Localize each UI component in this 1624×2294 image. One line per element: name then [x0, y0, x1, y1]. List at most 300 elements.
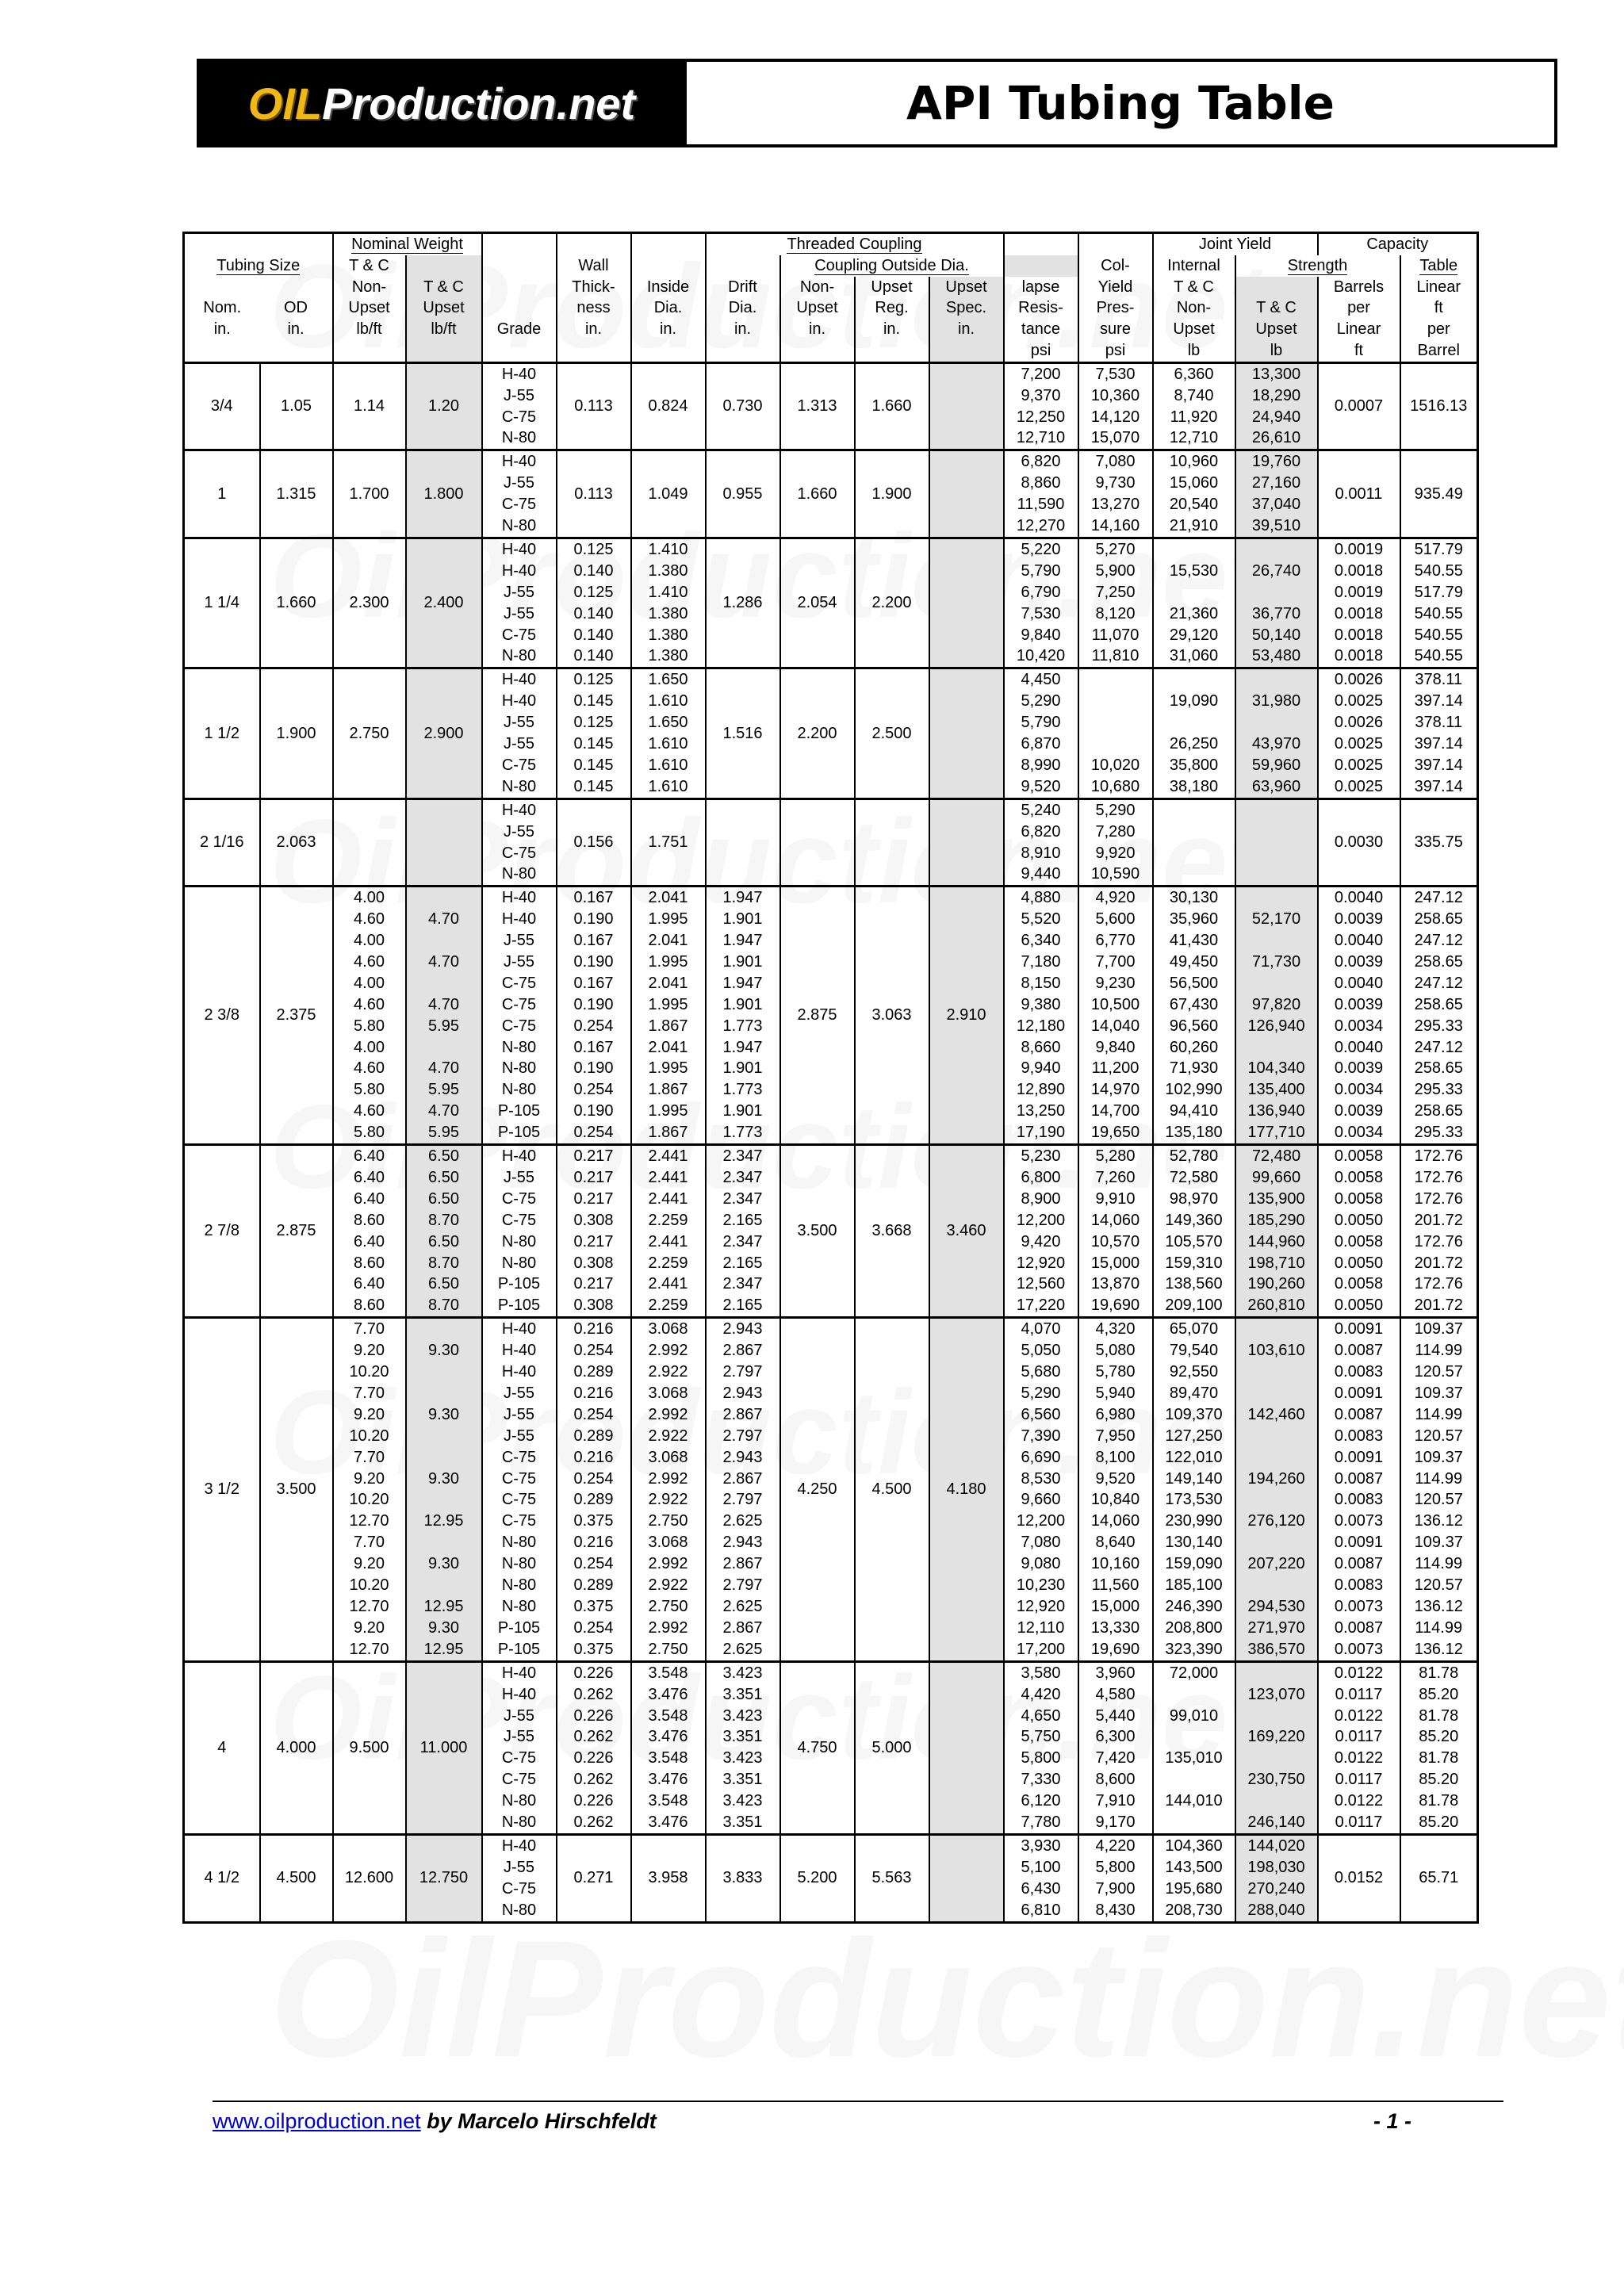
- cell-value: [1236, 1037, 1317, 1059]
- cell-value: 3.548: [648, 1706, 688, 1725]
- header-text: Upset: [348, 299, 390, 317]
- cell-inside-diameter: [631, 887, 706, 1145]
- cell-value: 9,660: [1021, 1491, 1061, 1509]
- cell-value: 258.65: [1414, 995, 1463, 1013]
- cell-value: 12.95: [423, 1640, 464, 1658]
- header-text: Grade: [496, 320, 542, 339]
- cell-value: N-80: [501, 647, 537, 665]
- cell-value: 2.750: [349, 724, 389, 742]
- cell-coupling-upset-spec: [929, 887, 1004, 1145]
- cell-internal-yield: [1078, 887, 1153, 1145]
- cell-value: 0.145: [573, 777, 614, 795]
- cell-value: 0.262: [573, 1813, 614, 1831]
- cell-value: 6,820: [1021, 822, 1061, 841]
- cell-value: 0.730: [722, 397, 763, 416]
- cell-weight-nonupset: [333, 668, 406, 798]
- cell-value: 2.347: [722, 1189, 763, 1208]
- cell-value: 6.50: [428, 1147, 459, 1166]
- cell-value: 1.995: [648, 995, 688, 1013]
- header-text: per: [1347, 299, 1370, 317]
- cell-value: 247.12: [1414, 974, 1463, 992]
- cell-value: 6.40: [354, 1232, 385, 1250]
- cell-value: 10.20: [349, 1491, 389, 1509]
- cell-value: 7,780: [1021, 1813, 1061, 1831]
- cell-value: 172.76: [1414, 1189, 1463, 1208]
- cell-value: 1.380: [648, 626, 688, 644]
- cell-value: 102,990: [1165, 1081, 1223, 1099]
- cell-value: 2.750: [648, 1640, 688, 1658]
- cell-value: 4,220: [1095, 1836, 1136, 1855]
- cell-value: 1.380: [648, 561, 688, 580]
- cell-value: 5.80: [354, 1081, 385, 1099]
- cell-value: 12,710: [1016, 429, 1066, 447]
- cell-drift-diameter: [706, 798, 780, 887]
- cell-value: 0.0091: [1334, 1320, 1384, 1338]
- cell-value: 2.041: [648, 974, 688, 992]
- cell-value: 0.0040: [1334, 932, 1384, 950]
- cell-value: 65.71: [1419, 1869, 1459, 1887]
- cell-value: 8,530: [1021, 1469, 1061, 1488]
- cell-value: [1236, 1489, 1317, 1511]
- cell-value: 271,970: [1247, 1618, 1305, 1637]
- header-text: ness: [576, 299, 611, 317]
- cell-value: 0.0058: [1334, 1232, 1384, 1250]
- header-text: Upset: [1173, 320, 1215, 339]
- cell-value: 5,520: [1021, 910, 1061, 929]
- cell-value: [930, 723, 1003, 745]
- cell-value: 2.910: [946, 1006, 986, 1024]
- cell-value: 17,220: [1016, 1296, 1066, 1315]
- cell-value: 149,360: [1165, 1211, 1223, 1229]
- cell-value: 2.992: [648, 1405, 688, 1423]
- cell-value: 31,060: [1169, 647, 1219, 665]
- header-text: Upset: [796, 299, 838, 317]
- cell-value: C-75: [501, 844, 537, 862]
- cell-value: 12,180: [1016, 1017, 1066, 1035]
- cell-value: 138,560: [1165, 1275, 1223, 1293]
- cell-value: 4.750: [797, 1738, 837, 1756]
- cell-value: 26,250: [1169, 735, 1219, 753]
- cell-drift-diameter: [706, 538, 780, 668]
- cell-value: 209,100: [1165, 1296, 1223, 1315]
- header-text: psi: [1105, 341, 1126, 359]
- cell-value: 5,600: [1095, 910, 1136, 929]
- cell-value: 0.262: [573, 1685, 614, 1703]
- cell-joint-yield-nonupset: [1153, 1834, 1235, 1922]
- cell-value: 12.70: [349, 1512, 389, 1530]
- cell-value: 0.0026: [1334, 671, 1384, 689]
- cell-value: 6,560: [1021, 1405, 1061, 1423]
- cell-outside-diameter: [260, 450, 333, 538]
- cell-outside-diameter: [260, 538, 333, 668]
- cell-value: 4.00: [354, 932, 385, 950]
- cell-value: 144,020: [1247, 1836, 1305, 1855]
- cell-value: 0.0007: [1334, 397, 1384, 416]
- cell-value: 9,080: [1021, 1555, 1061, 1573]
- cell-value: 104,340: [1247, 1059, 1305, 1078]
- header-text: in.: [808, 320, 826, 339]
- cell-value: 96,560: [1169, 1017, 1219, 1035]
- cell-value: [1236, 1748, 1317, 1769]
- cell-value: 0.0087: [1334, 1405, 1384, 1423]
- cell-value: 195,680: [1165, 1879, 1223, 1898]
- cell-value: 0.0018: [1334, 561, 1384, 580]
- cell-value: 1 1/2: [204, 724, 239, 742]
- cell-value: 1.773: [722, 1017, 763, 1035]
- cell-value: 12.95: [423, 1597, 464, 1615]
- cell-value: 7,700: [1095, 953, 1136, 971]
- cell-value: 72,580: [1169, 1169, 1219, 1187]
- cell-value: 0.140: [573, 561, 614, 580]
- cell-value: 1.313: [797, 397, 837, 416]
- cell-value: 5,230: [1021, 1147, 1061, 1166]
- cell-value: 4.70: [428, 910, 459, 929]
- cell-coupling-upset-reg: [855, 798, 929, 887]
- cell-value: 41,430: [1169, 932, 1219, 950]
- cell-value: [930, 832, 1003, 853]
- cell-value: 1.516: [722, 724, 763, 742]
- header-text: lapse: [1021, 278, 1060, 296]
- cell-value: 2.347: [722, 1147, 763, 1166]
- cell-grade: [482, 798, 557, 887]
- cell-value: 6.50: [428, 1275, 459, 1293]
- cell-value: 0.0025: [1334, 692, 1384, 710]
- cell-value: 120.57: [1414, 1576, 1463, 1595]
- cell-wall-thickness: [557, 450, 631, 538]
- cell-internal-yield: [1078, 1145, 1153, 1318]
- cell-value: 13,870: [1090, 1275, 1140, 1293]
- cell-nominal-size: [184, 1145, 260, 1318]
- author: by Marcelo Hirschfeldt: [420, 2109, 657, 2133]
- cell-value: 0.216: [573, 1534, 614, 1552]
- cell-value: 8,120: [1095, 604, 1136, 622]
- cell-value: 517.79: [1414, 540, 1463, 558]
- cell-value: 0.0039: [1334, 995, 1384, 1013]
- cell-drift-diameter: [706, 1661, 780, 1834]
- header-text: Col-: [1101, 256, 1130, 274]
- cell-value: 89,470: [1169, 1384, 1219, 1402]
- cell-value: N-80: [501, 1792, 537, 1810]
- cell-value: H-40: [501, 1664, 537, 1682]
- cell-value: 0.0117: [1335, 1771, 1383, 1789]
- cell-value: 0.190: [573, 910, 614, 929]
- cell-value: C-75: [501, 1512, 537, 1530]
- header-text: Dia.: [728, 299, 757, 317]
- cell-value: 172.76: [1414, 1169, 1463, 1187]
- cell-outside-diameter: [260, 1661, 333, 1834]
- cell-value: 4.180: [946, 1480, 986, 1499]
- cell-value: 0.289: [573, 1576, 614, 1595]
- cell-value: 6.50: [428, 1189, 459, 1208]
- cell-value: [1236, 1361, 1317, 1383]
- header-text: in.: [733, 320, 752, 339]
- cell-coupling-upset-spec: [929, 1834, 1004, 1922]
- cell-value: 143,500: [1165, 1858, 1223, 1876]
- cell-value: [1236, 887, 1317, 909]
- cell-value: 295.33: [1414, 1017, 1463, 1035]
- logo-oil: OIL: [247, 78, 323, 128]
- cell-wall-thickness: [557, 1661, 631, 1834]
- cell-value: 24,940: [1251, 408, 1301, 426]
- cell-value: J-55: [504, 953, 534, 971]
- cell-joint-yield-upset: [1235, 798, 1318, 887]
- cell-value: [407, 1319, 481, 1340]
- cell-value: N-80: [501, 777, 537, 795]
- cell-value: 6,300: [1095, 1728, 1136, 1746]
- cell-value: 3.548: [648, 1792, 688, 1810]
- watermark: [270, 1903, 1624, 2095]
- cell-value: 2.063: [276, 833, 316, 852]
- cell-value: 14,060: [1090, 1211, 1140, 1229]
- cell-value: 2.625: [722, 1640, 763, 1658]
- cell-wall-thickness: [557, 887, 631, 1145]
- cell-value: 0.217: [573, 1275, 614, 1293]
- cell-coupling-upset-reg: [855, 538, 929, 668]
- cell-joint-yield-upset: [1235, 450, 1318, 538]
- cell-internal-yield: [1078, 798, 1153, 887]
- cell-internal-yield: [1078, 538, 1153, 668]
- cell-weight-nonupset: [333, 450, 406, 538]
- cell-value: 10,960: [1169, 453, 1219, 471]
- header-text: lb/ft: [431, 320, 457, 339]
- cell-value: [407, 1426, 481, 1447]
- cell-value: 1: [217, 484, 227, 503]
- cell-value: 8.70: [428, 1254, 459, 1272]
- table-body: [184, 362, 1478, 1922]
- header-text: in.: [659, 320, 677, 339]
- cell-value: 4.500: [276, 1869, 316, 1887]
- cell-coupling-upset-spec: [929, 538, 1004, 668]
- cell-value: 9,380: [1021, 995, 1061, 1013]
- cell-value: 0.113: [574, 484, 613, 503]
- cell-internal-yield: [1078, 1318, 1153, 1661]
- cell-value: 4.60: [354, 995, 385, 1013]
- cell-value: C-75: [501, 1469, 537, 1488]
- cell-value: N-80: [501, 1254, 537, 1272]
- cell-value: 7,280: [1095, 822, 1136, 841]
- cell-value: 10,360: [1090, 386, 1140, 404]
- cell-value: 9.500: [349, 1738, 389, 1756]
- header-text: Yield: [1097, 278, 1133, 296]
- cell-value: 258.65: [1414, 1102, 1463, 1120]
- cell-value: 2.797: [722, 1363, 763, 1381]
- cell-value: 0.145: [573, 692, 614, 710]
- cell-outside-diameter: [260, 668, 333, 798]
- cell-weight-upset: [406, 538, 482, 668]
- cell-inside-diameter: [631, 1318, 706, 1661]
- cell-joint-yield-nonupset: [1153, 1145, 1235, 1318]
- cell-value: 149,140: [1165, 1469, 1223, 1488]
- cell-coupling-upset-spec: [929, 1145, 1004, 1318]
- cell-grade: [482, 887, 557, 1145]
- cell-grade: [482, 450, 557, 538]
- cell-value: 9,520: [1095, 1469, 1136, 1488]
- cell-value: [1236, 539, 1317, 561]
- cell-value: 3/4: [210, 397, 233, 416]
- cell-value: 67,430: [1169, 995, 1219, 1013]
- cell-drift-diameter: [706, 887, 780, 1145]
- cell-joint-yield-nonupset: [1153, 538, 1235, 668]
- cell-value: 0.0025: [1334, 735, 1384, 753]
- cell-value: 2.441: [648, 1189, 688, 1208]
- header-text: ft: [1434, 299, 1443, 317]
- cell-value: 3,580: [1021, 1664, 1061, 1682]
- header-text: Internal: [1167, 256, 1220, 274]
- cell-value: [1154, 843, 1235, 864]
- cell-value: 11,590: [1017, 496, 1065, 514]
- cell-value: 0.0117: [1335, 1728, 1383, 1746]
- cell-value: 0.0083: [1334, 1427, 1384, 1445]
- cell-value: 135,010: [1165, 1749, 1223, 1767]
- cell-value: C-75: [501, 1491, 537, 1509]
- cell-value: 10.20: [349, 1576, 389, 1595]
- cell-value: 1.20: [428, 397, 459, 416]
- cell-value: 0.0039: [1334, 1102, 1384, 1120]
- cell-value: H-40: [501, 889, 537, 907]
- cell-value: [1236, 821, 1317, 843]
- cell-value: 122,010: [1165, 1448, 1223, 1466]
- cell-value: 12,920: [1016, 1597, 1066, 1615]
- cell-value: 6.50: [428, 1169, 459, 1187]
- cell-value: 5,900: [1095, 561, 1136, 580]
- cell-value: 9.20: [354, 1555, 385, 1573]
- cell-value: N-80: [501, 1081, 537, 1099]
- cell-value: 1.049: [648, 484, 688, 503]
- cell-value: 2.259: [648, 1254, 688, 1272]
- cell-value: 0.254: [573, 1081, 614, 1099]
- cell-value: 1.05: [281, 397, 312, 416]
- cell-value: [334, 832, 405, 853]
- cell-ft-per-barrel: [1400, 538, 1478, 668]
- cell-collapse-resistance: [1004, 450, 1078, 538]
- cell-nominal-size: [184, 538, 260, 668]
- cell-collapse-resistance: [1004, 362, 1078, 450]
- cell-value: J-55: [504, 474, 534, 492]
- cell-value: C-75: [501, 1017, 537, 1035]
- cell-value: 0.254: [573, 1124, 614, 1142]
- cell-value: 6,870: [1021, 735, 1061, 753]
- cell-value: 3.476: [648, 1771, 688, 1789]
- page-header: [197, 59, 1557, 147]
- cell-value: 2.922: [648, 1576, 688, 1595]
- table-row: [184, 1661, 1478, 1834]
- cell-joint-yield-upset: [1235, 538, 1318, 668]
- cell-value: 2.347: [722, 1275, 763, 1293]
- cell-barrels-per-ft: [1318, 538, 1400, 668]
- cell-value: 2.797: [722, 1576, 763, 1595]
- cell-value: 127,250: [1165, 1427, 1223, 1445]
- cell-value: 12.70: [349, 1597, 389, 1615]
- table-row: [184, 1145, 1478, 1318]
- website-link[interactable]: www.oilproduction.net: [213, 2109, 421, 2133]
- cell-coupling-nonupset: [780, 538, 855, 668]
- cell-value: 4.60: [354, 1102, 385, 1120]
- cell-value: 1.900: [276, 724, 316, 742]
- cell-value: N-80: [501, 1059, 537, 1078]
- cell-value: 0.217: [573, 1147, 614, 1166]
- cell-value: 386,570: [1247, 1640, 1305, 1658]
- cell-value: 1.315: [276, 484, 316, 503]
- cell-value: 39,510: [1251, 517, 1301, 535]
- cell-value: H-40: [501, 1685, 537, 1703]
- cell-value: 208,730: [1165, 1901, 1223, 1919]
- cell-value: 71,730: [1251, 953, 1301, 971]
- cell-value: 72,000: [1169, 1664, 1219, 1682]
- header-text: tance: [1021, 320, 1060, 339]
- header-text: in.: [213, 320, 231, 339]
- cell-ft-per-barrel: [1400, 798, 1478, 887]
- cell-wall-thickness: [557, 362, 631, 450]
- cell-value: 35,800: [1169, 756, 1219, 774]
- cell-value: 52,780: [1169, 1147, 1219, 1166]
- cell-value: [1079, 733, 1152, 755]
- cell-value: 8.70: [428, 1296, 459, 1315]
- cell-value: 85.20: [1419, 1813, 1459, 1831]
- cell-value: 5,440: [1095, 1706, 1136, 1725]
- cell-value: 2.797: [722, 1491, 763, 1509]
- cell-value: 288,040: [1247, 1901, 1305, 1919]
- cell-ft-per-barrel: [1400, 887, 1478, 1145]
- cell-value: 12,250: [1016, 408, 1066, 426]
- cell-value: H-40: [501, 801, 537, 819]
- cell-value: 2 1/16: [199, 833, 244, 852]
- cell-value: [1154, 800, 1235, 821]
- page-number: - 1 -: [1373, 2109, 1411, 2133]
- cell-joint-yield-upset: [1235, 362, 1318, 450]
- cell-value: 3.476: [648, 1813, 688, 1831]
- cell-collapse-resistance: [1004, 1661, 1078, 1834]
- cell-value: H-40: [501, 1342, 537, 1360]
- cell-value: 0.0091: [1334, 1448, 1384, 1466]
- cell-value: N-80: [501, 1597, 537, 1615]
- cell-value: 3.958: [648, 1869, 688, 1887]
- cell-value: 4,580: [1095, 1685, 1136, 1703]
- cell-value: 50,140: [1251, 626, 1301, 644]
- cell-value: 10,570: [1090, 1232, 1140, 1250]
- table-row: [184, 1318, 1478, 1661]
- cell-value: J-55: [504, 1728, 534, 1746]
- cell-value: J-55: [504, 1427, 534, 1445]
- cell-value: 8,640: [1095, 1534, 1136, 1552]
- cell-value: 114.99: [1415, 1342, 1463, 1360]
- cell-value: 98,970: [1169, 1189, 1219, 1208]
- cell-value: 3.668: [871, 1222, 912, 1240]
- cell-value: 35,960: [1169, 910, 1219, 929]
- cell-value: 1.380: [648, 604, 688, 622]
- page-footer: [213, 2109, 1411, 2134]
- cell-value: 0.190: [573, 995, 614, 1013]
- cell-value: 14,160: [1090, 517, 1140, 535]
- cell-value: 8,990: [1021, 756, 1061, 774]
- cell-value: 378.11: [1415, 714, 1463, 732]
- cell-value: 246,140: [1247, 1813, 1305, 1831]
- cell-value: 1.610: [648, 692, 688, 710]
- cell-value: 540.55: [1414, 647, 1463, 665]
- cell-value: 0.0083: [1334, 1363, 1384, 1381]
- cell-value: 4.70: [428, 1059, 459, 1078]
- footer-divider: [213, 2101, 1503, 2102]
- cell-value: 0.140: [573, 626, 614, 644]
- cell-value: 8.60: [354, 1296, 385, 1315]
- header-text: Non-: [351, 278, 387, 296]
- cell-value: 0.254: [573, 1555, 614, 1573]
- table-row: [184, 798, 1478, 887]
- cell-value: 2.867: [722, 1555, 763, 1573]
- header-text: Reg.: [875, 299, 909, 317]
- cell-wall-thickness: [557, 538, 631, 668]
- cell-value: 6.40: [354, 1147, 385, 1166]
- header-text: T & C: [349, 256, 389, 274]
